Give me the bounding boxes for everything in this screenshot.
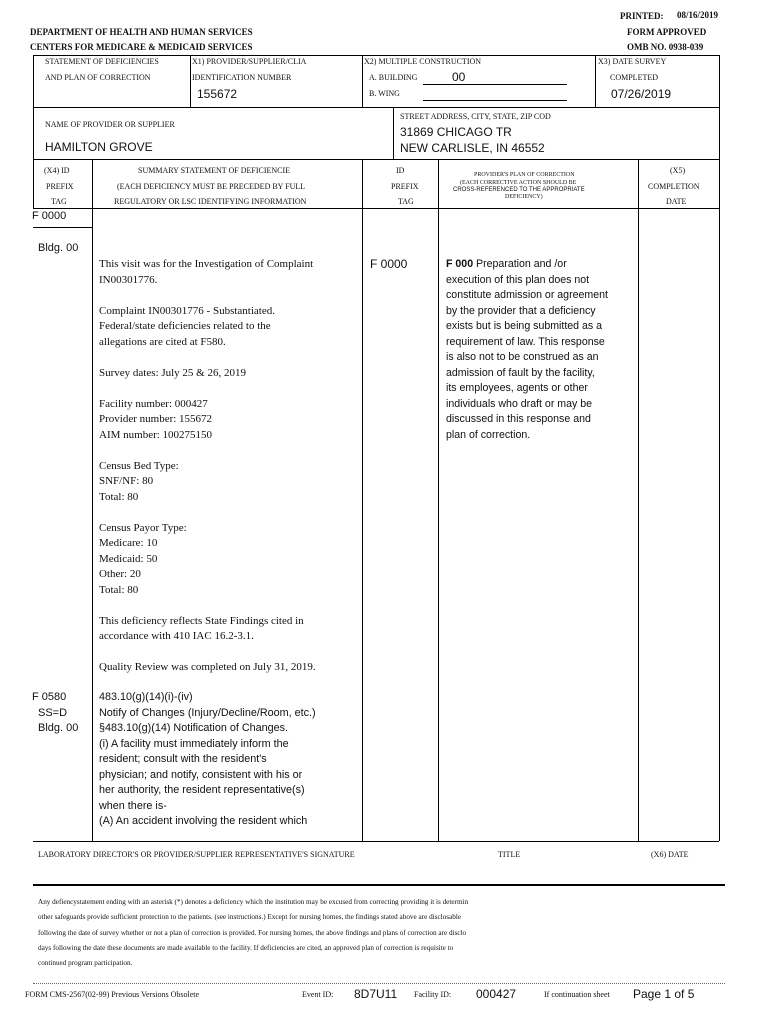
summary-paragraph: Census Payor Type: Medicare: 10 Medicaid: 50 Other: 20 Total: 80	[99, 521, 187, 596]
statement-label: STATEMENT OF DEFICIENCIES	[45, 57, 159, 66]
x5-header-3: DATE	[666, 197, 687, 206]
rule	[719, 107, 720, 159]
printed-date: 08/16/2019	[677, 10, 719, 20]
rule	[638, 159, 639, 841]
event-id-value: 8D7U11	[354, 987, 398, 1001]
scope-severity: SS=D	[38, 706, 68, 719]
rule	[33, 107, 34, 159]
x2-label: X2) MULTIPLE CONSTRUCTION	[364, 57, 482, 66]
x5-header-2: COMPLETION	[648, 182, 700, 191]
prefix-tag: F 0580	[32, 691, 67, 703]
summary-paragraph: Census Bed Type: SNF/NF: 80 Total: 80	[99, 459, 179, 503]
summary-paragraph: This deficiency reflects State Findings cited in accordance with 410 IAC 16.2-3.1.	[99, 614, 304, 642]
rule	[719, 55, 720, 107]
disclaimer: Any defiencystatement ending with an asterisk (*) denotes a deficiency which the institution may be excused from correcting providing it is determin other safeguards provide sufficient protection to the patients. (see instructions.) Except for nursing homes, the findings stated above are disclosable following the date of survey whether or not a plan of correction is provided. For nursing homes, the above findings and plans of correction are disclo days following the date these documents are made available to the facility. If deficiencies are cited, an approved plan of correction is requisite to continued program participation.	[38, 898, 469, 968]
plan-of-correction-text: F 000 Preparation and /or execution of this plan does not constitute admission or agreement by the provider that a deficiency exists but is being submitted as a requirement of law. This response is also not to be construed as an admission of fault by the facility, its employees, agents or other individuals who draft or may be discussed in this response and plan of correction.	[446, 258, 608, 441]
summary-header: SUMMARY STATEMENT OF DEFICIENCIE	[138, 166, 291, 175]
rule	[393, 107, 394, 159]
x4-header-2: PREFIX	[46, 182, 74, 191]
rule	[362, 55, 363, 107]
id-header-3: TAG	[398, 197, 414, 206]
building-tag: Bldg. 00	[38, 722, 79, 734]
address-line-1: 31869 CHICAGO TR	[400, 125, 512, 139]
summary-text-block	[99, 257, 357, 691]
x1-label: X1) PROVIDER/SUPPLIER/CLIA	[192, 57, 307, 66]
entry2-tags	[32, 690, 78, 737]
rule	[33, 107, 719, 108]
rule	[33, 159, 34, 208]
building-label: A. BUILDING	[369, 73, 418, 82]
summary-paragraph: Survey dates: July 25 & 26, 2019	[99, 366, 246, 379]
printed-label: PRINTED:	[620, 11, 664, 21]
rule	[33, 208, 719, 209]
plan-header-4: DEFICIENCY)	[505, 194, 543, 200]
rule	[33, 55, 719, 56]
facility-id-value: 000427	[476, 987, 517, 1001]
date-label: (X6) DATE	[651, 850, 689, 859]
rule	[362, 159, 363, 841]
rule	[92, 159, 93, 841]
id-header-2: PREFIX	[391, 182, 419, 191]
plan-header-2: (EACH CORRECTIVE ACTION SHOULD BE	[460, 180, 577, 186]
rule	[190, 55, 191, 107]
correction-tag: F 0000	[370, 257, 408, 271]
regulation-text: 483.10(g)(14)(i)-(iv) Notify of Changes (Injury/Decline/Room, etc.) §483.10(g)(14) Notification of Changes. (i) A facility must immediately inform the resident; consult with the resident's physician; and notify, consistent with his or her authority, the resident representative(s) when there is- (A) An accident involving the resident which	[99, 691, 316, 827]
rule	[33, 841, 719, 842]
x5-header: (X5)	[670, 166, 686, 175]
summary-paragraph: Facility number: 000427 Provider number: 155672 AIM number: 100275150	[99, 397, 213, 441]
page-number: Page 1 of 5	[633, 987, 695, 1001]
form-approved: FORM APPROVED	[627, 27, 707, 37]
x4-header: (X4) ID	[44, 166, 70, 175]
rule	[33, 55, 34, 107]
address-line-2: NEW CARLISLE, IN 46552	[400, 141, 545, 155]
x3-label: X3) DATE SURVEY	[598, 57, 667, 66]
rule	[33, 159, 719, 160]
prefix-tag: F 0000	[32, 210, 67, 222]
wing-label: B. WING	[369, 89, 400, 98]
address-label: STREET ADDRESS, CITY, STATE, ZIP COD	[400, 112, 551, 121]
summary-paragraph: This visit was for the Investigation of Complaint IN00301776.	[99, 258, 314, 286]
summary-header-3: REGULATORY OR LSC IDENTIFYING INFORMATION	[114, 197, 307, 206]
provider-id-value: 155672	[197, 87, 238, 101]
signature-label: LABORATORY DIRECTOR'S OR PROVIDER/SUPPLIER REPRESENTATIVE'S SIGNATURE	[38, 850, 355, 859]
plan-header-3: CROSS-REFERENCED TO THE APPROPRIATE	[453, 187, 585, 193]
department-title: DEPARTMENT OF HEALTH AND HUMAN SERVICES	[30, 27, 253, 37]
omb-number: OMB NO. 0938-039	[627, 42, 704, 52]
provider-name-value: HAMILTON GROVE	[45, 140, 153, 154]
survey-date-value: 07/26/2019	[611, 87, 672, 101]
event-id-label: Event ID:	[302, 990, 334, 999]
wing-underline	[423, 100, 567, 101]
summary-paragraph: Complaint IN00301776 - Substantiated. Federal/state deficiencies related to the allegations are cited at F580.	[99, 304, 275, 348]
provider-name-label: NAME OF PROVIDER OR SUPPLIER	[45, 120, 175, 129]
building-tag: Bldg. 00	[38, 242, 79, 254]
building-underline	[423, 84, 567, 85]
building-value: 00	[452, 70, 466, 84]
centers-title: CENTERS FOR MEDICARE & MEDICAID SERVICES	[30, 42, 253, 52]
rule	[33, 983, 725, 984]
rule	[438, 159, 439, 841]
x3-label-2: COMPLETED	[610, 73, 658, 82]
facility-id-label: Facility ID:	[414, 990, 452, 999]
id-header: ID	[396, 166, 405, 175]
summary-paragraph: Quality Review was completed on July 31, 2019.	[99, 661, 316, 673]
plan-header: PROVIDER'S PLAN OF CORRECTION	[474, 172, 575, 178]
rule	[719, 159, 720, 841]
rule	[33, 227, 92, 228]
x1-label-2: IDENTIFICATION NUMBER	[192, 73, 292, 82]
title-label: TITLE	[498, 850, 521, 859]
plan-label: AND PLAN OF CORRECTION	[45, 73, 151, 82]
continuation-label: If continuation sheet	[544, 990, 610, 999]
x4-header-3: TAG	[51, 197, 67, 206]
form-number: FORM CMS-2567(02-99) Previous Versions Obsolete	[25, 990, 200, 999]
plan-tag-bold: F 000	[446, 258, 474, 270]
summary-header-2: (EACH DEFICIENCY MUST BE PRECEDED BY FULL	[117, 182, 306, 191]
rule	[33, 884, 725, 886]
rule	[595, 55, 596, 107]
